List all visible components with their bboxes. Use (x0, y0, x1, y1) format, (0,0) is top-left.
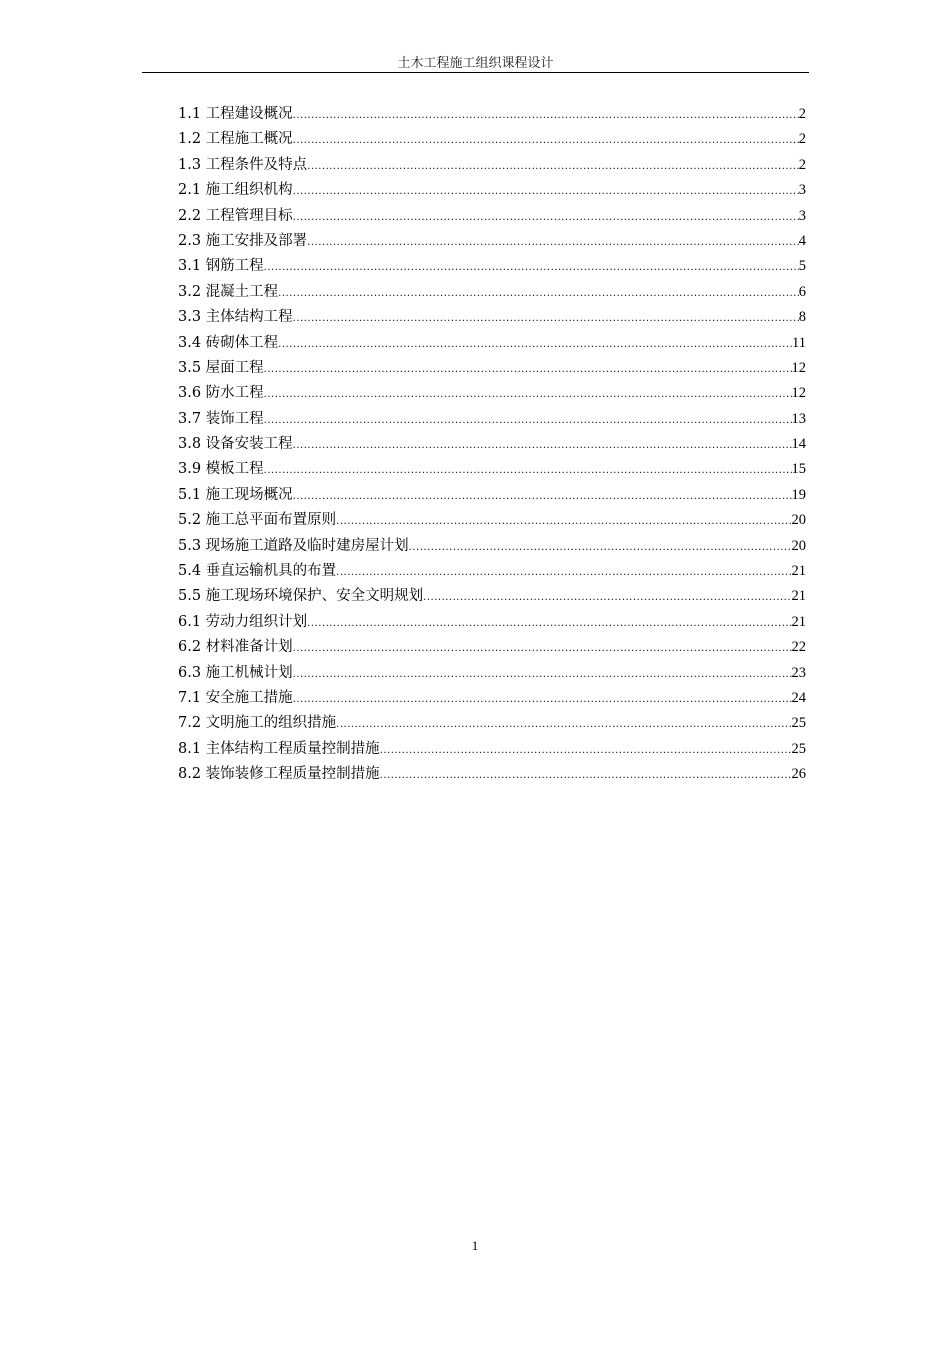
toc-dot-leader (380, 738, 792, 763)
toc-entry[interactable] (178, 381, 806, 406)
toc-entry[interactable] (178, 229, 806, 254)
toc-entry-page: 2 (798, 156, 806, 173)
toc-dot-leader (293, 103, 799, 128)
toc-entry-title: 8.1 主体结构工程质量控制措施 (178, 740, 380, 757)
toc-entry[interactable] (178, 711, 806, 736)
toc-dot-leader (380, 763, 792, 788)
toc-entry-page: 4 (798, 232, 806, 249)
toc-dot-leader (293, 636, 792, 661)
toc-entry[interactable] (178, 153, 806, 178)
toc-entry[interactable] (178, 483, 806, 508)
toc-dot-leader (293, 484, 792, 509)
toc-entry-page: 12 (791, 359, 806, 376)
toc-entry-title: 3.2 混凝土工程 (178, 283, 279, 300)
toc-dot-leader (423, 585, 791, 610)
toc-entry-page: 6 (798, 283, 806, 300)
toc-entry[interactable] (178, 508, 806, 533)
toc-entry[interactable] (178, 127, 806, 152)
toc-entry-title: 5.2 施工总平面布置原则 (178, 512, 337, 529)
toc-entry-title: 2.2 工程管理目标 (178, 207, 293, 224)
toc-dot-leader (264, 382, 792, 407)
toc-entry-title: 7.2 文明施工的组织措施 (178, 715, 337, 732)
header-title: 土木工程施工组织课程设计 (397, 56, 554, 71)
toc-entry-page: 3 (798, 182, 806, 199)
toc-dot-leader (278, 281, 799, 306)
toc-dot-leader (336, 712, 791, 737)
toc-entry[interactable] (178, 305, 806, 330)
toc-entry-page: 23 (791, 664, 806, 681)
toc-entry-title: 3.3 主体结构工程 (178, 309, 293, 326)
toc-entry-title: 5.3 现场施工道路及临时建房屋计划 (178, 537, 409, 554)
toc-entry-title: 3.6 防水工程 (178, 385, 264, 402)
page-number: 1 (471, 1238, 479, 1253)
toc-dot-leader (307, 611, 791, 636)
toc-entry-page: 24 (791, 689, 806, 706)
toc-entry-page: 12 (791, 385, 806, 402)
toc-entry[interactable] (178, 559, 806, 584)
toc-entry[interactable] (178, 178, 806, 203)
toc-dot-leader (307, 230, 799, 255)
toc-dot-leader (293, 306, 799, 331)
toc-entry-title: 2.3 施工安排及部署 (178, 232, 308, 249)
toc-entry[interactable] (178, 254, 806, 279)
toc-entry-page: 13 (791, 410, 806, 427)
toc-dot-leader (264, 408, 792, 433)
toc-entry-page: 2 (798, 131, 806, 148)
toc-entry-page: 20 (791, 512, 806, 529)
toc-dot-leader (336, 560, 791, 585)
toc-dot-leader (278, 332, 792, 357)
toc-dot-leader (293, 205, 799, 230)
toc-entry-page: 25 (791, 740, 806, 757)
toc-entry-title: 5.5 施工现场环境保护、安全文明规划 (178, 588, 424, 605)
toc-entry[interactable] (178, 610, 806, 635)
toc-dot-leader (293, 687, 792, 712)
toc-dot-leader (293, 179, 799, 204)
toc-entry-page: 15 (791, 461, 806, 478)
toc-entry[interactable] (178, 762, 806, 787)
toc-entry-page: 2 (798, 106, 806, 122)
toc-entry-page: 21 (791, 613, 806, 630)
toc-entry-title: 1.3 工程条件及特点 (178, 156, 308, 173)
toc-entry-page: 19 (791, 486, 806, 503)
toc-dot-leader (264, 255, 799, 280)
toc-entry[interactable] (178, 635, 806, 660)
toc-entry-title: 1.1 工程建设概况 (178, 106, 293, 122)
toc-entry[interactable] (178, 356, 806, 381)
toc-entry[interactable] (178, 331, 806, 356)
toc-entry-title: 3.4 砖砌体工程 (178, 334, 279, 351)
toc-entry-title: 3.1 钢筋工程 (178, 258, 264, 275)
table-of-contents (178, 102, 806, 788)
toc-entry-page: 21 (791, 563, 806, 580)
toc-entry-title: 2.1 施工组织机构 (178, 182, 293, 199)
toc-entry-page: 25 (791, 715, 806, 732)
toc-entry-title: 1.2 工程施工概况 (178, 131, 293, 148)
toc-entry-title: 5.1 施工现场概况 (178, 486, 293, 503)
toc-entry-title: 3.5 屋面工程 (178, 359, 264, 376)
toc-entry[interactable] (178, 457, 806, 482)
toc-entry[interactable] (178, 534, 806, 559)
toc-entry[interactable] (178, 280, 806, 305)
toc-dot-leader (293, 433, 792, 458)
toc-entry-page: 26 (791, 766, 806, 783)
toc-entry-title: 3.8 设备安装工程 (178, 436, 293, 453)
toc-entry-page: 14 (791, 436, 806, 453)
toc-entry[interactable] (178, 432, 806, 457)
toc-dot-leader (293, 662, 792, 687)
toc-entry-title: 3.9 模板工程 (178, 461, 264, 478)
toc-entry[interactable] (178, 686, 806, 711)
toc-entry-title: 7.1 安全施工措施 (178, 689, 293, 706)
toc-dot-leader (264, 458, 792, 483)
toc-entry-title: 6.3 施工机械计划 (178, 664, 293, 681)
toc-entry-title: 8.2 装饰装修工程质量控制措施 (178, 766, 380, 783)
toc-entry-page: 3 (798, 207, 806, 224)
toc-dot-leader (264, 357, 792, 382)
toc-dot-leader (307, 154, 799, 179)
toc-dot-leader (293, 128, 799, 153)
toc-entry[interactable] (178, 661, 806, 686)
toc-entry-title: 3.7 装饰工程 (178, 410, 264, 427)
toc-entry-page: 21 (791, 588, 806, 605)
toc-entry-page: 5 (798, 258, 806, 275)
toc-entry[interactable] (178, 102, 806, 127)
toc-dot-leader (409, 535, 792, 560)
page-header (142, 56, 809, 73)
toc-entry[interactable] (178, 204, 806, 229)
toc-entry-page: 20 (791, 537, 806, 554)
toc-entry[interactable] (178, 584, 806, 609)
toc-entry-title: 6.1 劳动力组织计划 (178, 613, 308, 630)
toc-entry-title: 6.2 材料准备计划 (178, 639, 293, 656)
toc-entry[interactable] (178, 737, 806, 762)
toc-entry-page: 22 (791, 639, 806, 656)
toc-entry-page: 8 (798, 309, 806, 326)
toc-entry-page: 11 (792, 334, 806, 351)
toc-entry[interactable] (178, 407, 806, 432)
toc-entry-title: 5.4 垂直运输机具的布置 (178, 563, 337, 580)
toc-dot-leader (336, 509, 791, 534)
